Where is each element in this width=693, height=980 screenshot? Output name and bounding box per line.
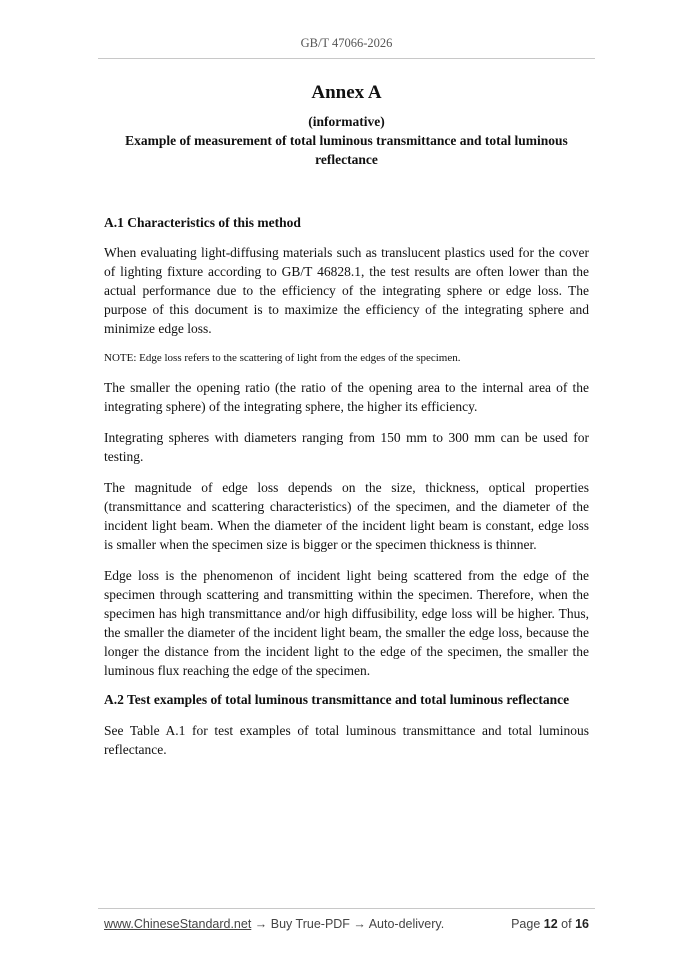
footer-divider — [98, 908, 595, 909]
footer-left — [104, 917, 444, 931]
paragraph: The smaller the opening ratio (the ratio of the opening area to the internal area of the integrating sphere) of the integrating sphere, the higher its efficiency. — [104, 380, 589, 414]
annex-type: (informative) — [308, 114, 385, 129]
of-label: of — [561, 917, 572, 931]
section-heading-a1: A.1 Characteristics of this method — [104, 215, 301, 230]
footer-delivery-text: → Buy True-PDF → Auto-delivery. — [251, 917, 445, 931]
page-content — [104, 82, 589, 771]
annex-caption-line2: reflectance — [315, 152, 378, 167]
section-heading-a2: A.2 Test examples of total luminous transmittance and total luminous reflectance — [104, 692, 570, 707]
paragraph: The magnitude of edge loss depends on the size, thickness, optical properties (transmittance and scattering characteristics) of the specimen, and the diameter of the incident light beam. When the diameter of the incident light beam is constant, edge loss is smaller when the specimen size is bigger or the specimen thickness is thinner. — [104, 480, 589, 552]
paragraph: Integrating spheres with diameters ranging from 150 mm to 300 mm can be used for testing. — [104, 430, 589, 464]
paragraph: When evaluating light-diffusing materials such as translucent plastics used for the cover of lighting fixture according to GB/T 46828.1, the test results are often lower than the actual performance due to the efficiency of the integrating sphere or edge loss. The purpose of this document is to maximize the efficiency of the integrating sphere and minimize edge loss. — [104, 245, 589, 336]
header-divider — [98, 58, 595, 59]
running-header: GB/T 47066-2026 — [300, 36, 393, 50]
paragraph: Edge loss is the phenomenon of incident light being scattered from the edge of the specimen through scattering and transmitting within the specimen. Therefore, when the specimen has high transmittance and/or high diffusibility, edge loss will be higher. Thus, the smaller the diameter of the incident light beam, the smaller the edge loss, because the longer the distance from the incident light to the edge of the specimen, the smaller the luminous flux reaching the edge of the specimen. — [104, 568, 589, 678]
page-label: Page — [511, 917, 541, 931]
page-number: 12 — [543, 917, 558, 931]
annex-title: Annex A — [311, 82, 382, 103]
annex-caption-line1: Example of measurement of total luminous transmittance and total luminous — [125, 133, 568, 148]
paragraph: See Table A.1 for test examples of total luminous transmittance and total luminous reflectance. — [104, 723, 589, 757]
page-indicator — [511, 917, 589, 931]
page-total: 16 — [575, 917, 589, 931]
footer-website-link[interactable]: www.ChineseStandard.net — [104, 917, 252, 931]
note: NOTE: Edge loss refers to the scattering of light from the edges of the specimen. — [104, 352, 461, 364]
